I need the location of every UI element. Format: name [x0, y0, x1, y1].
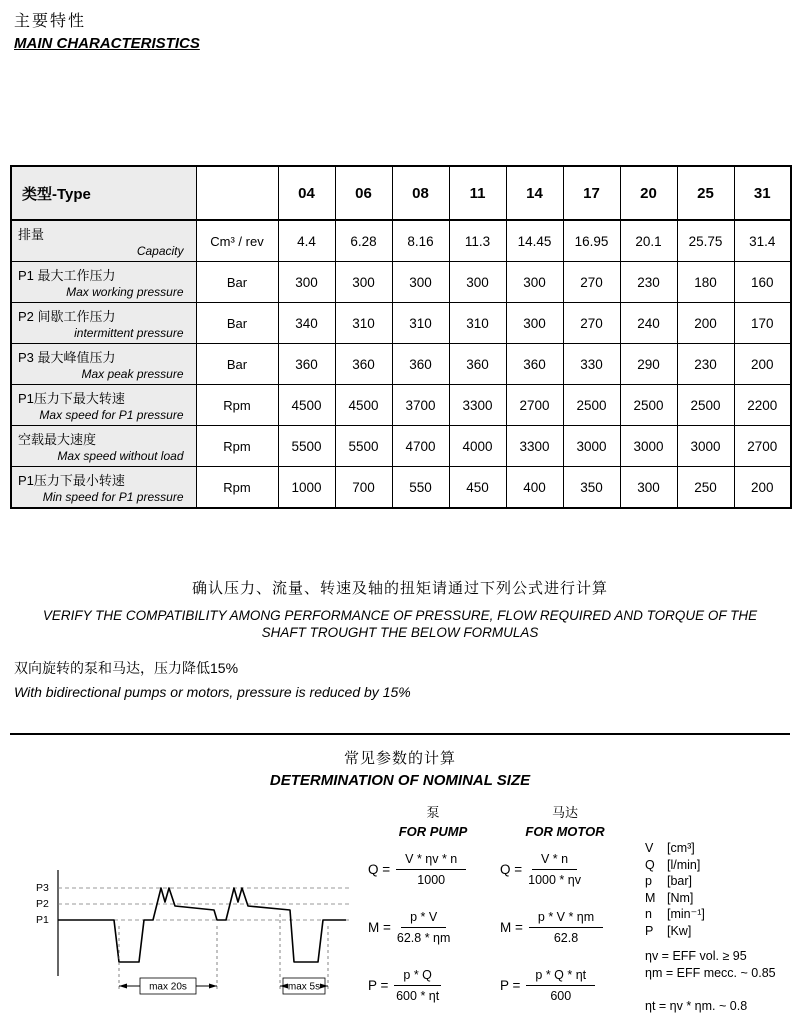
cell-value: 4700: [392, 426, 449, 467]
row-label-zh: P1压力下最大转速: [18, 391, 125, 406]
cell-value: 240: [620, 303, 677, 344]
determination-title-zh: 常见参数的计算: [343, 750, 456, 767]
y-label-p2: P2: [36, 898, 49, 910]
formula-lhs: Q =: [500, 861, 523, 877]
col-header-size-14: 14: [506, 166, 563, 220]
cell-value: 3300: [506, 426, 563, 467]
cell-value: 400: [506, 467, 563, 509]
pump-column-header: [368, 802, 498, 839]
cell-value: 4500: [335, 385, 392, 426]
cell-value: 270: [563, 262, 620, 303]
bidirectional-note-zh: 双向旋转的泵和马达，压力降低15%: [14, 660, 239, 676]
cell-value: 270: [563, 303, 620, 344]
formula-fraction: [396, 852, 466, 887]
legend-unit: [l/min]: [667, 857, 701, 872]
cell-value: 300: [335, 262, 392, 303]
table-row-max-speed-no-load: [11, 426, 791, 467]
formula-numerator: p * V * ηm: [529, 910, 603, 928]
col-header-size-20: 20: [620, 166, 677, 220]
formula-flow-pump: [368, 845, 498, 893]
cell-value: 4000: [449, 426, 506, 467]
cell-value: 160: [734, 262, 791, 303]
row-unit: Rpm: [196, 385, 278, 426]
formula-power-pump: [368, 961, 498, 1009]
cell-value: 5500: [278, 426, 335, 467]
cell-value: 700: [335, 467, 392, 509]
formula-fraction: [528, 852, 581, 887]
formula-lhs: Q =: [368, 861, 391, 877]
cell-value: 290: [620, 344, 677, 385]
cell-value: 300: [449, 262, 506, 303]
cell-value: 310: [392, 303, 449, 344]
cell-value: 200: [677, 303, 734, 344]
determination-title-en: DETERMINATION OF NOMINAL SIZE: [269, 772, 531, 789]
formula-fraction: [397, 910, 451, 945]
cell-value: 5500: [335, 426, 392, 467]
legend-symbol: P: [645, 923, 654, 938]
row-unit: Bar: [196, 344, 278, 385]
table-header-row: [11, 166, 791, 220]
page-title-en: MAIN CHARACTERISTICS: [14, 35, 200, 52]
formula-numerator: p * Q * ηt: [526, 968, 595, 986]
row-unit: Bar: [196, 303, 278, 344]
row-label: [11, 303, 196, 344]
row-label: [11, 467, 196, 509]
formula-numerator: V * ηv * n: [396, 852, 466, 870]
verify-note-en-line2: SHAFT TROUGHT THE BELOW FORMULAS: [261, 625, 539, 640]
formula-fraction: [529, 910, 603, 945]
section-divider: [10, 733, 790, 735]
cell-value: 300: [392, 262, 449, 303]
row-label-en: Max speed without load: [57, 449, 184, 463]
cell-value: 8.16: [392, 220, 449, 262]
dimension-label-20s: max 20s: [149, 981, 187, 993]
efficiency-mech: ηm = EFF mecc. ~ 0.85: [645, 966, 776, 980]
y-label-p3: P3: [36, 882, 49, 894]
cell-value: 2700: [734, 426, 791, 467]
legend-symbol: V: [645, 841, 654, 855]
row-unit: Rpm: [196, 467, 278, 509]
formula-lhs: P =: [500, 977, 521, 993]
cell-value: 230: [620, 262, 677, 303]
pump-formulas: [368, 845, 498, 1019]
cell-value: 170: [734, 303, 791, 344]
row-label-en: intermittent pressure: [74, 326, 184, 340]
formula-flow-motor: [500, 845, 630, 893]
row-label-en: Capacity: [136, 244, 184, 258]
col-header-type: 类型-Type: [11, 166, 196, 220]
formula-fraction: [526, 968, 595, 1003]
col-header-size-25: 25: [677, 166, 734, 220]
cell-value: 360: [278, 344, 335, 385]
table-row-max-peak-pressure: [11, 344, 791, 385]
row-unit: Cm³ / rev: [196, 220, 278, 262]
row-label: [11, 344, 196, 385]
determination-title: [0, 747, 800, 789]
row-label-zh: 排量: [18, 227, 45, 242]
verify-note-zh: 确认压力、流量、转速及轴的扭矩请通过下列公式进行计算: [191, 580, 608, 597]
table-row-intermittent-pressure: [11, 303, 791, 344]
row-label-zh: P1压力下最小转速: [18, 473, 125, 488]
formula-power-motor: [500, 961, 630, 1009]
cell-value: 3000: [620, 426, 677, 467]
legend-item: [645, 840, 705, 857]
verify-note: [0, 577, 800, 641]
row-label-en: Max working pressure: [66, 285, 184, 299]
row-label-en: Min speed for P1 pressure: [42, 490, 184, 504]
row-label-zh: 空载最大速度: [18, 432, 97, 447]
legend-item: [645, 923, 705, 940]
cell-value: 3700: [392, 385, 449, 426]
cell-value: 25.75: [677, 220, 734, 262]
cell-value: 31.4: [734, 220, 791, 262]
cell-value: 14.45: [506, 220, 563, 262]
row-label-en: Max peak pressure: [81, 367, 184, 381]
cell-value: 3000: [563, 426, 620, 467]
cell-value: 6.28: [335, 220, 392, 262]
pressure-waveform: [58, 888, 346, 962]
row-label: [11, 220, 196, 262]
cell-value: 3000: [677, 426, 734, 467]
table-row-max-speed-p1: [11, 385, 791, 426]
cell-value: 3300: [449, 385, 506, 426]
legend-unit: [Kw]: [667, 923, 692, 938]
cell-value: 2200: [734, 385, 791, 426]
motor-formulas: [500, 845, 630, 1019]
row-unit: Bar: [196, 262, 278, 303]
legend-item: [645, 890, 705, 907]
cell-value: 360: [449, 344, 506, 385]
cell-value: 4500: [278, 385, 335, 426]
cell-value: 450: [449, 467, 506, 509]
formula-denominator: 62.8: [553, 930, 579, 945]
row-label-zh: P2 间歇工作压力: [18, 309, 116, 324]
formula-denominator: 1000 * ηv: [528, 872, 581, 887]
cell-value: 180: [677, 262, 734, 303]
col-header-unit: [196, 166, 278, 220]
cell-value: 2500: [620, 385, 677, 426]
legend-symbol: M: [645, 890, 656, 905]
formula-torque-motor: [500, 903, 630, 951]
title-block: [14, 8, 200, 52]
arrow-left-icon: [119, 984, 127, 989]
formula-lhs: P =: [368, 977, 389, 993]
pump-header-en: FOR PUMP: [398, 824, 468, 839]
cell-value: 340: [278, 303, 335, 344]
cell-value: 360: [506, 344, 563, 385]
cell-value: 20.1: [620, 220, 677, 262]
cell-value: 300: [620, 467, 677, 509]
formula-numerator: p * Q: [394, 968, 441, 986]
formula-numerator: V * n: [532, 852, 577, 870]
cell-value: 16.95: [563, 220, 620, 262]
bidirectional-note-en: With bidirectional pumps or motors, pressure is reduced by 15%: [14, 684, 411, 700]
row-label: [11, 385, 196, 426]
legend-item: [645, 857, 705, 874]
legend-symbol: p: [645, 874, 652, 888]
cell-value: 200: [734, 467, 791, 509]
row-label-zh: P1 最大工作压力: [18, 268, 116, 283]
cell-value: 300: [506, 262, 563, 303]
legend-unit: [cm³]: [667, 841, 695, 855]
cell-value: 200: [734, 344, 791, 385]
row-label-en: Max speed for P1 pressure: [39, 408, 184, 422]
table-row-min-speed-p1: [11, 467, 791, 509]
legend-symbol: n: [645, 907, 652, 921]
characteristics-table: [10, 165, 792, 509]
cell-value: 330: [563, 344, 620, 385]
cell-value: 4.4: [278, 220, 335, 262]
col-header-size-31: 31: [734, 166, 791, 220]
cell-value: 11.3: [449, 220, 506, 262]
cell-value: 300: [506, 303, 563, 344]
legend-unit: [bar]: [667, 874, 693, 888]
bidirectional-note: [14, 658, 411, 700]
cell-value: 360: [335, 344, 392, 385]
dimension-label-5s: max 5s: [287, 981, 321, 993]
y-label-p1: P1: [36, 914, 49, 926]
col-header-size-08: 08: [392, 166, 449, 220]
formula-denominator: 600: [550, 988, 572, 1003]
cell-value: 310: [335, 303, 392, 344]
legend-item: [645, 906, 705, 923]
row-label: [11, 262, 196, 303]
table-row-max-working-pressure: [11, 262, 791, 303]
cell-value: 310: [449, 303, 506, 344]
motor-column-header: [500, 802, 630, 839]
legend-item: [645, 873, 705, 890]
arrow-right-icon: [209, 984, 217, 989]
cell-value: 550: [392, 467, 449, 509]
formula-torque-pump: [368, 903, 498, 951]
cell-value: 2500: [563, 385, 620, 426]
symbol-legend: [645, 840, 705, 939]
cell-value: 350: [563, 467, 620, 509]
cell-value: 1000: [278, 467, 335, 509]
col-header-size-11: 11: [449, 166, 506, 220]
pump-header-zh: 泵: [426, 805, 440, 820]
formula-lhs: M =: [500, 919, 523, 935]
legend-symbol: Q: [645, 857, 655, 872]
formula-denominator: 62.8 * ηm: [396, 930, 451, 945]
motor-header-en: FOR MOTOR: [525, 824, 605, 839]
col-header-size-04: 04: [278, 166, 335, 220]
cell-value: 300: [278, 262, 335, 303]
formula-numerator: p * V: [401, 910, 446, 928]
efficiency-vol: ηv = EFF vol. ≥ 95: [645, 949, 747, 963]
cell-value: 360: [392, 344, 449, 385]
col-header-size-17: 17: [563, 166, 620, 220]
legend-unit: [min⁻¹]: [667, 907, 705, 921]
cell-value: 2500: [677, 385, 734, 426]
formula-lhs: M =: [368, 919, 391, 935]
efficiency-notes: [645, 948, 776, 1015]
verify-note-en-line1: VERIFY THE COMPATIBILITY AMONG PERFORMANCE OF PRESSURE, FLOW REQUIRED AND TORQUE OF THE: [42, 608, 758, 623]
formula-denominator: 1000: [417, 872, 446, 887]
cell-value: 230: [677, 344, 734, 385]
col-header-size-06: 06: [335, 166, 392, 220]
page-title-zh: 主要特性: [14, 13, 87, 30]
row-label-zh: P3 最大峰值压力: [18, 350, 116, 365]
formula-denominator: 600 * ηt: [396, 988, 440, 1003]
legend-unit: [Nm]: [667, 890, 694, 905]
efficiency-total: ηt = ηv * ηm. ~ 0.8: [645, 999, 748, 1013]
motor-header-zh: 马达: [551, 805, 578, 820]
pressure-time-diagram: [28, 850, 358, 1015]
row-unit: Rpm: [196, 426, 278, 467]
cell-value: 250: [677, 467, 734, 509]
row-label: [11, 426, 196, 467]
formula-fraction: [394, 968, 441, 1003]
cell-value: 2700: [506, 385, 563, 426]
table-row-capacity: [11, 220, 791, 262]
